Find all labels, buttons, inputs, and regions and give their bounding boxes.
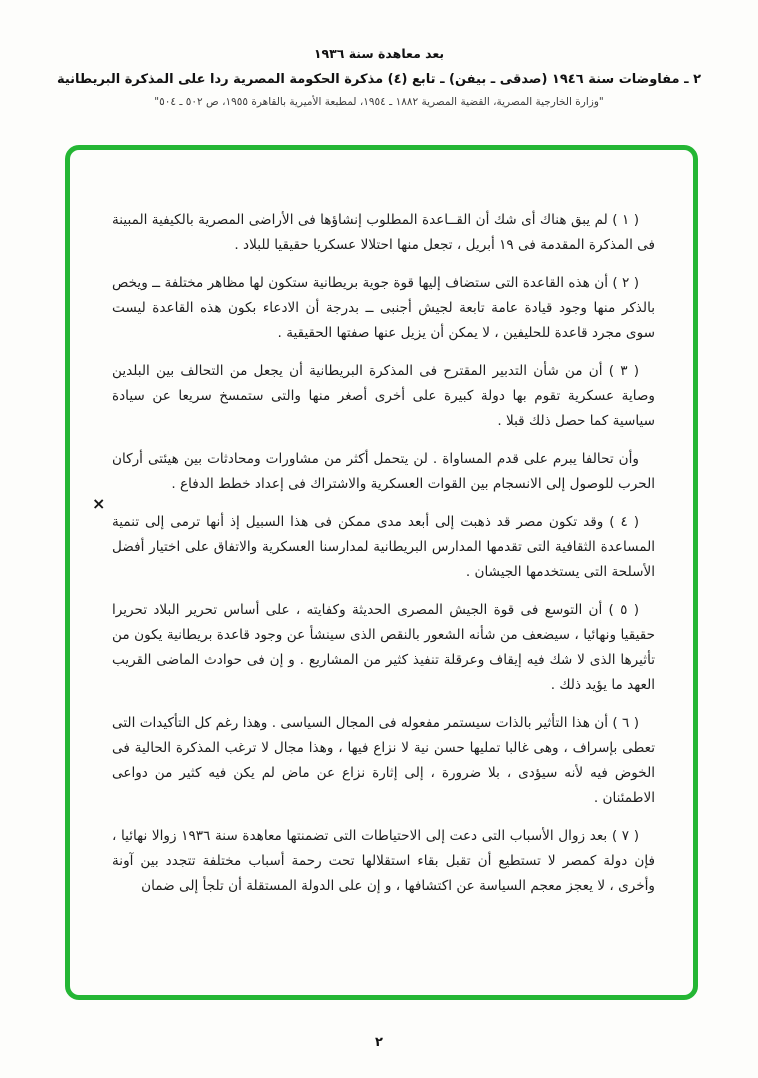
paragraph-7: ( ٧ ) بعد زوال الأسباب التى دعت إلى الاحتياطات التى تضمنتها معاهدة سنة ١٩٣٦ زوالا نهائيا ، فإن دولة كمصر لا تستطيع أن تقبل بقاء استقلالها تحت رحمة أسباب مختلفة تتجدد بين آونة وأخرى ، لا يعجز معجم السياسة عن اكتشافها ، و إن على الدولة المستقلة أن تلجأ إلى ضمان bbox=[112, 828, 655, 894]
page-header bbox=[0, 46, 758, 108]
header-title-line: ٢ ـ مفاوضات سنة ١٩٤٦ (صدقى ـ بيفن) ـ تابع (٤) مذكرة الحكومة المصرية ردا على المذكرة البريطانية bbox=[56, 72, 702, 87]
page-number: ٢ bbox=[375, 1035, 383, 1050]
paragraph-4: ( ٤ ) وقد تكون مصر قد ذهبت إلى أبعد مدى ممكن فى هذا السبيل إذ أنها ترمى إلى تنمية المساعدة الثقافية التى تقدمها المدارس البريطانية لمدارسنا العسكرية والاتفاق على اختيار أفضل الأسلحة التى يستخدمها الجيشان . bbox=[112, 514, 655, 580]
header-source-citation: "وزارة الخارجية المصرية، القضية المصرية ١٨٨٢ ـ ١٩٥٤، لمطبعة الأميرية بالقاهرة ١٩٥٥، ص ٥٠٢ ـ ٥٠٤" bbox=[154, 96, 604, 108]
header-treaty-line: بعد معاهدة سنة ١٩٣٦ bbox=[313, 46, 445, 61]
document-body bbox=[112, 208, 655, 912]
paragraph-3: ( ٣ ) أن من شأن التدبير المقترح فى المذكرة البريطانية أن يجعل من التحالف بين البلدين وصاية عسكرية تقوم بها دولة كبيرة على أخرى أصغر منها والتى ستمسخ سريعا عن سيادة سياسية كما حصل ذلك قبلا . bbox=[112, 363, 655, 429]
paragraph-6: ( ٦ ) أن هذا التأثير بالذات سيستمر مفعوله فى المجال السياسى . وهذا رغم كل التأكيدات التى تعطى بإسراف ، وهى غالبا تمليها حسن نية لا نزاع فيها ، وهذا مجال لا ترغب المذكرة الحالية فى الخوض فيه لأنه سيؤدى ، بلا ضرورة ، إلى إثارة نزاع عن ماض لم يكن فيه كثير من دواعى الاطمئنان . bbox=[112, 715, 655, 806]
paragraph-3-continuation: وأن تحالفا يبرم على قدم المساواة . لن يتحمل أكثر من مشاورات ومحادثات بين هيئتى أركان الحرب للوصول إلى الانسجام بين القوات العسكرية والاشتراك فى إعداد خطط الدفاع . bbox=[112, 451, 655, 492]
paragraph-5: ( ٥ ) أن التوسع فى قوة الجيش المصرى الحديثة وكفايته ، على أساس تحرير البلاد تحريرا حقيقيا ونهائيا ، سيضعف من شأنه الشعور بالنقص الذى سينشأ عن وجود قاعدة بريطانية يكون من تأثيرها الذى لا شك فيه إيقاف وعرقلة تنفيذ كثير من المشاريع . و إن فى حوادث الماضى القريب العهد ما يؤيد ذلك . bbox=[112, 602, 655, 693]
green-border-frame bbox=[65, 145, 698, 1000]
paragraph-1: ( ١ ) لم يبق هناك أى شك أن القــاعدة المطلوب إنشاؤها فى الأراضى المصرية بالكيفية المبينة فى المذكرة المقدمة فى ١٩ أبريل ، تجعل منها احتلالا عسكريا حقيقيا للبلاد . bbox=[112, 212, 655, 253]
paragraph-2: ( ٢ ) أن هذه القاعدة التى ستضاف إليها قوة جوية بريطانية ستكون لها مظاهر مختلفة ــ ويخص بالذكر منها وجود قيادة عامة تابعة لجيش أجنبى ــ بدرجة أن الادعاء بكون هذه القاعدة ليست سوى مجرد قاعدة للحليفين ، لا يمكن أن يزيل عنها صفتها الحقيقية . bbox=[112, 275, 655, 341]
margin-x-mark: × bbox=[92, 494, 106, 513]
